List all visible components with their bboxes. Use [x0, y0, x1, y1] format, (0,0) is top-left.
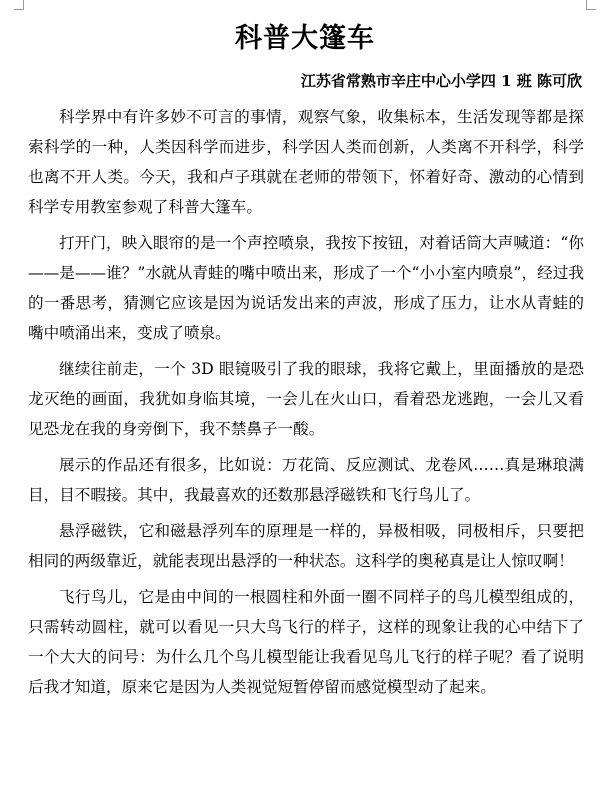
paragraph-2: 打开门，映入眼帘的是一个声控喷泉，我按下按钮，对着话筒大声喊道：“你——是——谁？”水就从青蛙的嘴中喷出来，形成了一个“小小室内喷泉”，经过我的一番思考，猜测它应该是因为说话发出来的声波，形成了压力，让水从青蛙的嘴中喷涌出来，变成了喷泉。: [28, 234, 584, 342]
paragraph-5: 悬浮磁铁，它和磁悬浮列车的原理是一样的，异极相吸，同极相斥，只要把相同的两级靠近，就能表现出悬浮的一种状态。这科学的奥秘真是让人惊叹啊！: [28, 522, 584, 570]
author-line: 江苏省常熟市辛庄中心小学四 1 班 陈可欣: [300, 72, 582, 90]
paragraph-6: 飞行鸟儿，它是由中间的一根圆柱和外面一圈不同样子的鸟儿模型组成的，只需转动圆柱，就可以看见一只大鸟飞行的样子，这样的现象让我的心中结下了一个大大的问号：为什么几个鸟儿模型能让我看见鸟儿飞行的样子呢？看了说明后我才知道，原来它是因为人类视觉短暂停留而感觉模型动了起来。: [28, 588, 584, 696]
paragraph-3: 继续往前走，一个 3D 眼镜吸引了我的眼球，我将它戴上，里面播放的是恐龙灭绝的画面，我犹如身临其境，一会儿在火山口，看着恐龙逃跑，一会儿又看见恐龙在我的身旁倒下，我不禁鼻子一酸。: [28, 360, 584, 438]
document-title: 科普大篷车: [235, 23, 375, 54]
document-body: [28, 102, 584, 708]
paragraph-1: 科学界中有许多妙不可言的事情，观察气象，收集标本，生活发现等都是探索科学的一种，人类因科学而进步，科学因人类而创新，人类离不开科学，科学也离不开人类。今天，我和卢子琪就在老师的带领下，怀着好奇、激动的心情到科学专用教室参观了科普大篷车。: [28, 108, 584, 216]
paragraph-4: 展示的作品还有很多，比如说：万花筒、反应测试、龙卷风……真是琳琅满目，目不暇接。其中，我最喜欢的还数那悬浮磁铁和飞行鸟儿了。: [28, 456, 584, 504]
